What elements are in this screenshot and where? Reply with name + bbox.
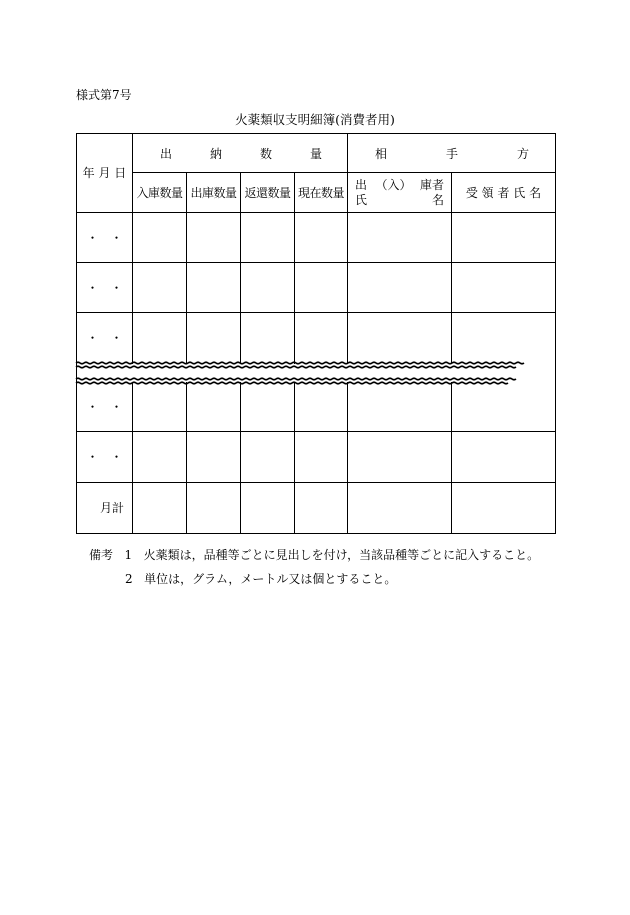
header-char: 納 <box>209 147 222 161</box>
remarks-item-2 <box>125 570 396 587</box>
date-column-header: 年 月 日 <box>82 166 127 180</box>
date-placeholder: ・ ・ <box>86 231 123 245</box>
remarks-number: 2 <box>125 572 133 586</box>
counterparty-header <box>375 147 529 161</box>
column-header-receiver-name: 受 領 者 氏 名 <box>465 186 542 200</box>
monthly-total-label: 月計 <box>100 501 125 515</box>
header-char: 名 <box>431 193 444 207</box>
column-header-counterparty-name-bottom <box>355 193 444 207</box>
header-char: 手 <box>445 147 458 161</box>
break-lines <box>76 362 524 384</box>
receipt-disbursement-quantity-header <box>160 147 322 161</box>
date-placeholder: ・ ・ <box>86 281 123 295</box>
header-char: 数 <box>259 147 272 161</box>
remarks-number: 1 <box>124 548 133 562</box>
header-char: 相 <box>375 147 388 161</box>
document-title: 火薬類収支明細簿(消費者用) <box>235 112 395 127</box>
header-char: 氏 <box>355 193 368 207</box>
remarks-text: 単位は，グラム，メートル又は個とすること。 <box>144 572 397 586</box>
header-char: 量 <box>309 147 322 161</box>
header-char: 出 <box>355 178 368 192</box>
form-number: 様式第7号 <box>76 88 132 102</box>
header-char: 庫者 <box>419 178 444 192</box>
header-char: 方 <box>516 147 529 161</box>
column-header-issued: 出庫数量 <box>190 186 237 200</box>
header-char: 出 <box>160 147 173 161</box>
column-header-current: 現在数量 <box>297 186 344 200</box>
date-placeholder: ・ ・ <box>86 450 123 464</box>
column-header-counterparty-name-top <box>355 178 444 192</box>
remarks-label: 備考 <box>89 548 114 562</box>
date-placeholder: ・ ・ <box>86 400 123 414</box>
column-header-returned: 返還数量 <box>244 186 291 200</box>
date-placeholder: ・ ・ <box>86 331 123 345</box>
column-header-received: 入庫数量 <box>136 186 183 200</box>
remarks-item-1 <box>89 546 539 563</box>
header-char: （入） <box>375 178 412 192</box>
remarks-text: 火薬類は，品種等ごとに見出しを付け，当該品種等ごとに記入すること。 <box>143 548 540 562</box>
